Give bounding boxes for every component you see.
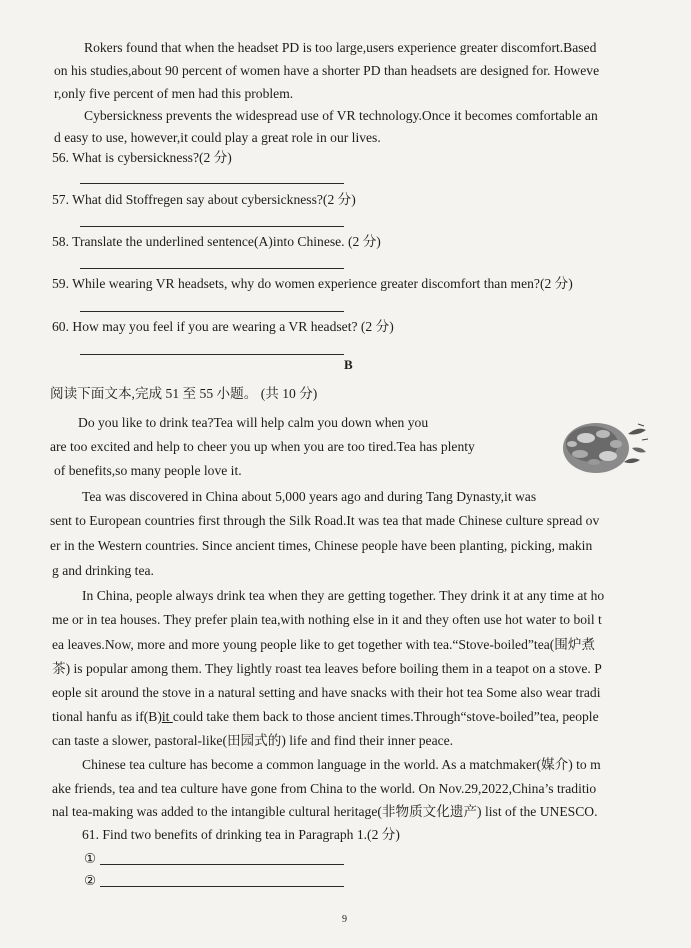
text-segment: tional hanfu as if(B) (52, 709, 162, 724)
section-b-instruction: 阅读下面文本,完成 51 至 55 小题。 (共 10 分) (50, 386, 318, 401)
page-number: 9 (342, 914, 347, 925)
answer-marker-2: ② (84, 873, 97, 888)
passage-b-p3-line: 茶) is popular among them. They lightly roast tea leaves before boiling them in a teapot on a stove. P (52, 661, 602, 676)
passage-b-p3-line (52, 708, 599, 726)
underlined-text-b: it (161, 709, 173, 724)
passage-a-line: d easy to use, however,it could play a great role in our lives. (54, 130, 381, 145)
passage-b-p1-line: Do you like to drink tea?Tea will help calm you down when you (78, 415, 429, 430)
text-segment: could take them back to those ancient times.Through“stove-boiled”tea, people (172, 709, 599, 724)
answer-line-61-2[interactable] (100, 886, 344, 887)
answer-line-57[interactable] (80, 226, 344, 227)
answer-marker-1: ① (84, 851, 97, 866)
passage-b-p2-line: g and drinking tea. (52, 563, 154, 578)
passage-b-p2-line: sent to European countries first through the Silk Road.It was tea that made Chinese culture spread ov (50, 513, 600, 528)
section-b-heading: B (344, 357, 353, 372)
answer-line-61-1[interactable] (100, 864, 344, 865)
passage-b-p3-line: ea leaves.Now, more and more young people like to get together with tea.“Stove-boiled”tea(围炉煮 (52, 637, 596, 652)
passage-b-p3-line: me or in tea houses. They prefer plain tea,with nothing else in it and they often use hot water to boil t (52, 612, 602, 627)
passage-a-line: Rokers found that when the headset PD is too large,users experience greater discomfort.Based (84, 40, 597, 55)
passage-b-p4-line: ake friends, tea and tea culture have gone from China to the world. On Nov.29,2022,China’s traditio (52, 781, 597, 796)
passage-a-line: Cybersickness prevents the widespread use of VR technology.Once it becomes comfortable an (84, 108, 598, 123)
answer-line-60[interactable] (80, 354, 344, 355)
tea-leaves-image (558, 412, 658, 482)
passage-b-p1-line: are too excited and help to cheer you up when you are too tired.Tea has plenty (50, 439, 475, 454)
question-61: 61. Find two benefits of drinking tea in Paragraph 1.(2 分) (82, 827, 400, 842)
question-60: 60. How may you feel if you are wearing a VR headset? (2 分) (52, 319, 394, 334)
question-56: 56. What is cybersickness?(2 分) (52, 150, 232, 165)
passage-b-p3-line: eople sit around the stove in a natural setting and have snacks with their hot tea Some also wear tradi (52, 685, 601, 700)
passage-b-p4-line: Chinese tea culture has become a common language in the world. As a matchmaker(媒介) to m (82, 757, 601, 772)
passage-b-p2-line: Tea was discovered in China about 5,000 years ago and during Tang Dynasty,it was (82, 489, 537, 504)
question-57: 57. What did Stoffregen say about cybersickness?(2 分) (52, 192, 356, 207)
answer-line-58[interactable] (80, 268, 344, 269)
passage-a-line: on his studies,about 90 percent of women have a shorter PD than headsets are designed for. Howeve (54, 63, 600, 78)
passage-b-p3-line: can taste a slower, pastoral-like(田园式的) life and find their inner peace. (52, 733, 454, 748)
question-59: 59. While wearing VR headsets, why do women experience greater discomfort than men?(2 分) (52, 276, 573, 291)
answer-line-59[interactable] (80, 311, 344, 312)
passage-b-p1-line: of benefits,so many people love it. (54, 463, 242, 478)
passage-b-p2-line: er in the Western countries. Since ancient times, Chinese people have been planting, picking, makin (50, 538, 593, 553)
passage-b-p3-line: In China, people always drink tea when they are getting together. They drink it at any time at ho (82, 588, 605, 603)
passage-a-line: r,only five percent of men had this problem. (54, 86, 294, 101)
passage-b-p4-line: nal tea-making was added to the intangible cultural heritage(非物质文化遗产) list of the UNESCO. (52, 804, 598, 819)
question-58: 58. Translate the underlined sentence(A)into Chinese. (2 分) (52, 234, 381, 249)
answer-line-56[interactable] (80, 183, 344, 184)
